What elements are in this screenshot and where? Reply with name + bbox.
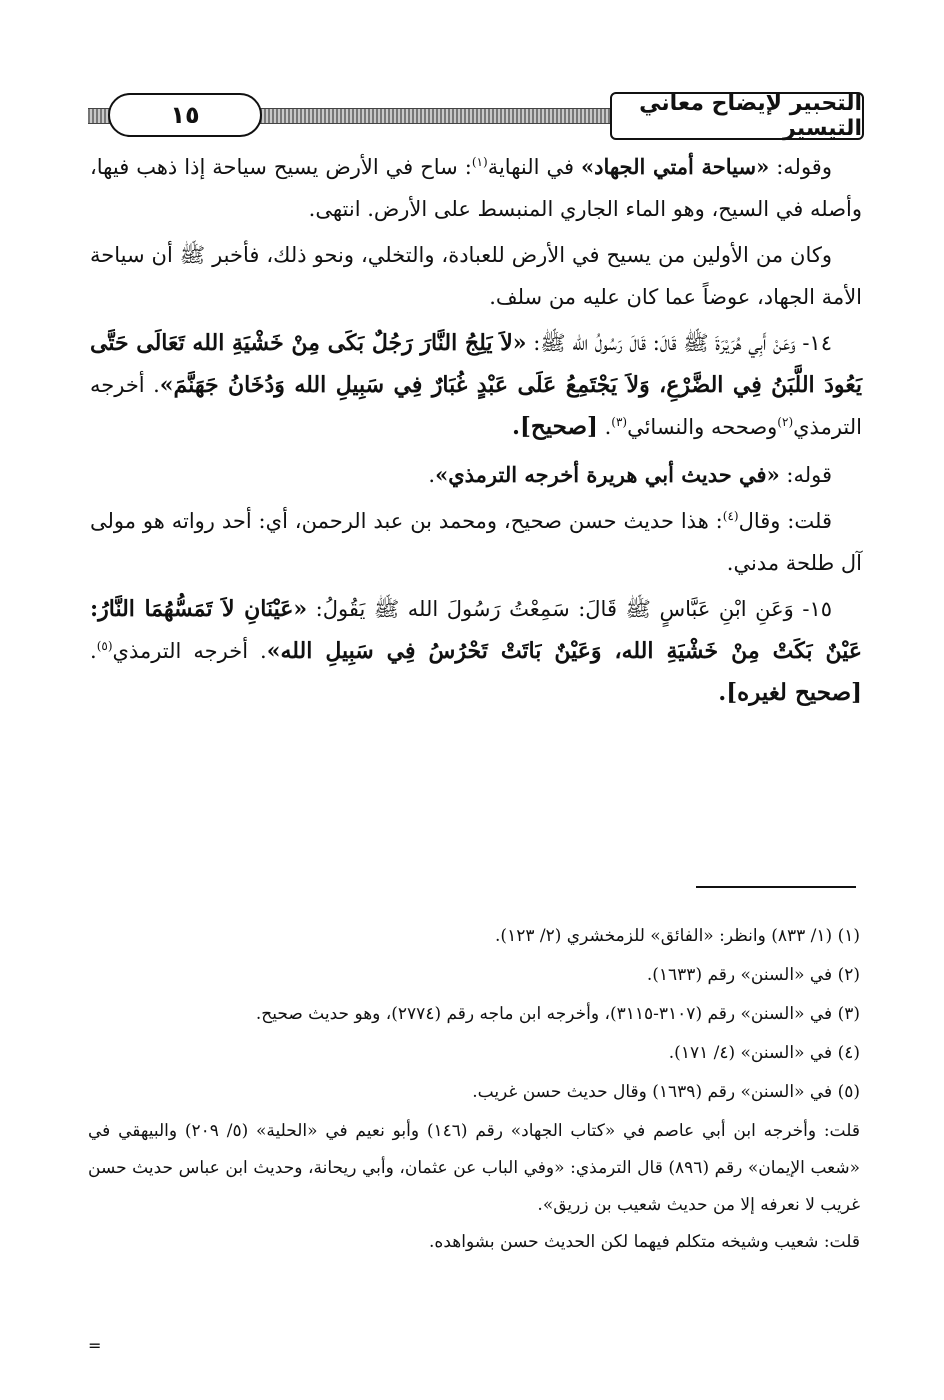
book-title: التحبير لإيضاح معاني التيسير — [610, 92, 864, 140]
quoted-phrase: «في حديث أبي هريرة أخرجه الترمذي» — [435, 461, 780, 487]
hadith-14: ١٤- وَعَنْ أَبِي هُرَيْرَةَ ﷺ قَالَ: قَالَ رَسُولُ الله ﷺ: «لاَ يَلِجُ النَّارَ رَجُلٌ بَكَى مِنْ خَشْيَةِ الله تَعَالَى حَتَّى يَعُودَ اللَّبَنُ فِي الضَّرْعِ، وَلاَ يَجْتَمِعُ عَلَى عَبْدٍ غُبَارٌ فِي سَبِيلِ الله وَدُخَانُ جَهَنَّمَ». أخرجه الترمذي$^{(٢)}$وصححه والنسائي$^{(٣)}$. [صحيح]. — [90, 330, 862, 440]
footnote-ref-3: (٣) — [611, 415, 628, 429]
hadith-14-grade: [صحيح]. — [511, 413, 598, 440]
paragraph-explanation: وكان من الأولين من يسيح في الأرض للعبادة، والتخلي، ونحو ذلك، فأخبر ﷺ أن سياحة الأمة الجهاد، عوضاً عما كان عليه من سلف. — [90, 243, 862, 309]
paragraph-siyaha: وقوله: «سياحة أمتي الجهاد» في النهاية$^{(١)}$: ساح في الأرض يسيح سياحة إذا ذهب فيها، وأصله في السيح، وهو الماء الجاري المنبسط على الأرض. انتهى. — [90, 154, 862, 221]
footnote-5: (٥) في «السنن» رقم (١٦٣٩) وقال حديث حسن غريب. — [472, 1082, 860, 1102]
page-number: ١٥ — [108, 93, 262, 137]
footnote-ref-5: (٥) — [96, 638, 113, 653]
quoted-phrase: «سياحة أمتي الجهاد» — [580, 154, 770, 179]
footnote-ref-4: (٤) — [722, 509, 739, 523]
page-header — [88, 92, 864, 140]
footnote-5-continuation: قلت: وأخرجه ابن أبي عاصم في «كتاب الجهاد» رقم (١٤٦) وأبو نعيم في «الحلية» (٥/ ٢٠٩) والبيهقي في «شعب الإيمان» رقم (٨٩٦) قال الترمذي: «وفي الباب عن عثمان، وأبي ريحانة، وحديث ابن عباس حديث حسن غريب لا نعرفه إلا من حديث شعيب بن زريق». — [88, 1121, 861, 1215]
main-text — [90, 146, 862, 720]
footnote-5-note: قلت: شعيب وشيخه متكلم فيهما لكن الحديث حسن بشواهده. — [429, 1232, 860, 1252]
footnotes — [88, 918, 860, 1261]
footnote-4: (٤) في «السنن» (٤/ ١٧١). — [668, 1043, 860, 1063]
signature-mark: = — [88, 1336, 102, 1355]
footnote-1: (١) (١/ ٨٣٣) وانظر: «الفائق» للزمخشري (٢/ ١٢٣). — [495, 926, 860, 946]
footnote-2: (٢) في «السنن» رقم (١٦٣٣). — [646, 965, 860, 985]
hadith-15-text: «عَيْنَانِ لاَ تَمَسُّهُمَا النَّارُ: عَيْنٌ بَكَتْ مِنْ خَشْيَةِ الله، وَعَيْنٌ بَاتَتْ تَحْرُسُ فِي سَبِيلِ الله» — [90, 596, 862, 664]
footnote-3: (٣) في «السنن» رقم (٣١٠٧-٣١١٥)، وأخرجه ابن ماجه رقم (٢٧٧٤)، وهو حديث صحيح. — [255, 1004, 860, 1024]
footnote-separator — [696, 886, 856, 888]
hadith-15-grade: [صحيح لغيره]. — [718, 679, 862, 706]
footnote-ref-1: (١) — [471, 155, 488, 169]
footnote-ref-2: (٢) — [777, 415, 794, 429]
hadith-14-text: «لاَ يَلِجُ النَّارَ رَجُلٌ بَكَى مِنْ خَشْيَةِ الله تَعَالَى حَتَّى يَعُودَ اللَّبَنُ فِي الضَّرْعِ، وَلاَ يَجْتَمِعُ عَلَى عَبْدٍ غُبَارٌ فِي سَبِيلِ الله وَدُخَانُ جَهَنَّمَ» — [90, 330, 862, 398]
paragraph-qawluhu: قوله: «في حديث أبي هريرة أخرجه الترمذي». — [428, 461, 832, 487]
paragraph-qultu: قلت: وقال$^{(٤)}$: هذا حديث حسن صحيح، ومحمد بن عبد الرحمن، أي: أحد رواته هو مولى آل طلحة مدني. — [90, 509, 862, 575]
hadith-15: ١٥- وَعَنِ ابْنِ عَبَّاسٍ ﷺ قَالَ: سَمِعْتُ رَسُولَ الله ﷺ يَقُولُ: «عَيْنَانِ لاَ تَمَسُّهُمَا النَّارُ: عَيْنٌ بَكَتْ مِنْ خَشْيَةِ الله، وَعَيْنٌ بَاتَتْ تَحْرُسُ فِي سَبِيلِ الله». أخرجه الترمذي$^{(٥)}$. [صحيح لغيره]. — [90, 596, 862, 706]
